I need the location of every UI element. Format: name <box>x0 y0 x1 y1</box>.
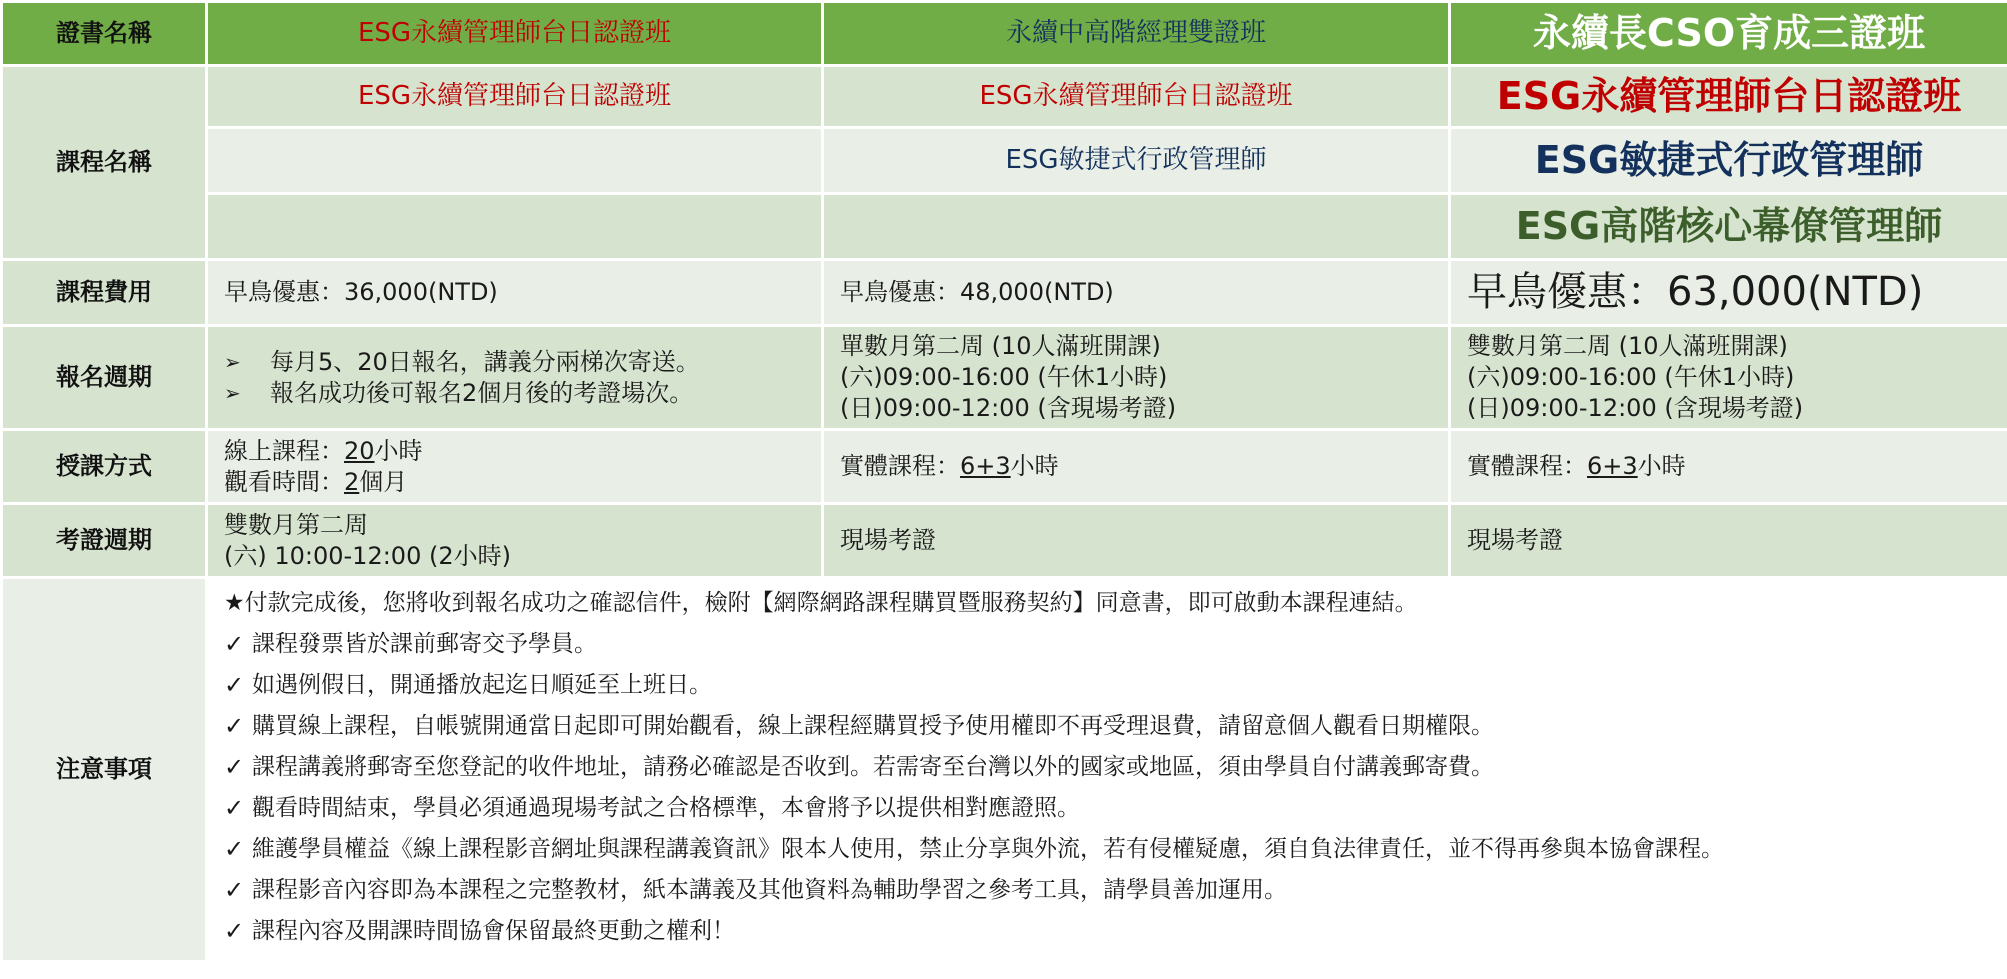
exam-row <box>2 504 2007 578</box>
exam-col1: 雙數月第二周 (六) 10:00-12:00 (2小時) <box>207 504 823 578</box>
notes-item: ✓ 如遇例假日，開通播放起迄日順延至上班日。 <box>224 671 712 699</box>
check-icon: ✓ <box>224 630 245 658</box>
notes-item: ✓ 購買線上課程，自帳號開通當日起即可開始觀看，線上課程經購買授予使用權即不再受理退費，請留意個人觀看日期權限。 <box>224 712 1494 740</box>
notes-item: ✓ 觀看時間結束，學員必須通過現場考試之合格標準，本會將予以提供相對應證照。 <box>224 794 1080 822</box>
signup-col1 <box>207 326 823 430</box>
fee-col1: 早鳥優惠：36,000(NTD) <box>207 260 823 326</box>
teaching-col3: 實體課程：6+3小時 <box>1450 430 2007 504</box>
course-label: 課程名稱 <box>2 66 207 260</box>
signup-col3: 雙數月第二周 (10人滿班開課) (六)09:00-16:00 (午休1小時) (日)09:00-12:00 (含現場考證) <box>1450 326 2007 430</box>
exam-label: 考證週期 <box>2 504 207 578</box>
course-col2-row3 <box>823 194 1450 260</box>
course-row-2 <box>2 128 2007 194</box>
check-icon: ✓ <box>224 835 245 863</box>
signup-row <box>2 326 2007 430</box>
course-col1-row2 <box>207 128 823 194</box>
certificate-label: 證書名稱 <box>2 2 207 66</box>
signup-bullet-1: ➢ 每月5、20日報名，講義分兩梯次寄送。 <box>224 347 700 376</box>
teaching-col1: 線上課程：20小時 觀看時間：2個月 <box>207 430 823 504</box>
check-icon: ✓ <box>224 753 245 781</box>
check-icon: ✓ <box>224 671 245 699</box>
notes-item: ✓ 課程影音內容即為本課程之完整教材，紙本講義及其他資料為輔助學習之參考工具，請學員善加運用。 <box>224 876 1287 904</box>
notes-item: ✓ 課程內容及開課時間協會保留最終更動之權利！ <box>224 917 735 945</box>
arrowhead-bullet-icon: ➢ <box>224 380 241 405</box>
course-col3-row2: ESG敏捷式行政管理師 <box>1450 128 2007 194</box>
notes-label: 注意事項 <box>2 578 207 962</box>
course-col3-row3: ESG高階核心幕僚管理師 <box>1450 194 2007 260</box>
course-row-1 <box>2 66 2007 128</box>
notes-row <box>2 578 2007 962</box>
certificate-col3: 永續長CSO育成三證班 <box>1450 2 2007 66</box>
fee-row <box>2 260 2007 326</box>
notes-item: ✓ 課程講義將郵寄至您登記的收件地址，請務必確認是否收到。若需寄至台灣以外的國家或地區，須由學員自付講義郵寄費。 <box>224 753 1494 781</box>
fee-col2: 早鳥優惠：48,000(NTD) <box>823 260 1450 326</box>
exam-col2: 現場考證 <box>823 504 1450 578</box>
signup-bullet-2: ➢ 報名成功後可報名2個月後的考證場次。 <box>224 378 694 407</box>
course-col2-row2: ESG敏捷式行政管理師 <box>823 128 1450 194</box>
fee-col3: 早鳥優惠：63,000(NTD) <box>1450 260 2007 326</box>
notes-item: ✓ 維護學員權益《線上課程影音網址與課程講義資訊》限本人使用，禁止分享與外流，若有侵權疑慮，須自負法律責任，並不得再參與本協會課程。 <box>224 835 1724 863</box>
fee-label: 課程費用 <box>2 260 207 326</box>
signup-label: 報名週期 <box>2 326 207 430</box>
check-icon: ✓ <box>224 712 245 740</box>
course-col3-row1: ESG永續管理師台日認證班 <box>1450 66 2007 128</box>
notes-content <box>207 578 2007 962</box>
notes-item: ✓ 課程發票皆於課前郵寄交予學員。 <box>224 630 597 658</box>
check-icon: ✓ <box>224 876 245 904</box>
check-icon: ✓ <box>224 794 245 822</box>
course-col1-row3 <box>207 194 823 260</box>
course-col1-row1: ESG永續管理師台日認證班 <box>207 66 823 128</box>
exam-col3: 現場考證 <box>1450 504 2007 578</box>
certificate-col1: ESG永續管理師台日認證班 <box>207 2 823 66</box>
certificate-row <box>2 2 2007 66</box>
teaching-row <box>2 430 2007 504</box>
check-icon: ✓ <box>224 917 245 945</box>
signup-col2: 單數月第二周 (10人滿班開課) (六)09:00-16:00 (午休1小時) (日)09:00-12:00 (含現場考證) <box>823 326 1450 430</box>
notes-star-line: ★付款完成後，您將收到報名成功之確認信件，檢附【網際網路課程購買暨服務契約】同意書，即可啟動本課程連結。 <box>224 590 1418 616</box>
course-row-3 <box>2 194 2007 260</box>
teaching-col2: 實體課程：6+3小時 <box>823 430 1450 504</box>
certificate-col2: 永續中高階經理雙證班 <box>823 2 1450 66</box>
teaching-label: 授課方式 <box>2 430 207 504</box>
arrowhead-bullet-icon: ➢ <box>224 349 241 374</box>
course-col2-row1: ESG永續管理師台日認證班 <box>823 66 1450 128</box>
